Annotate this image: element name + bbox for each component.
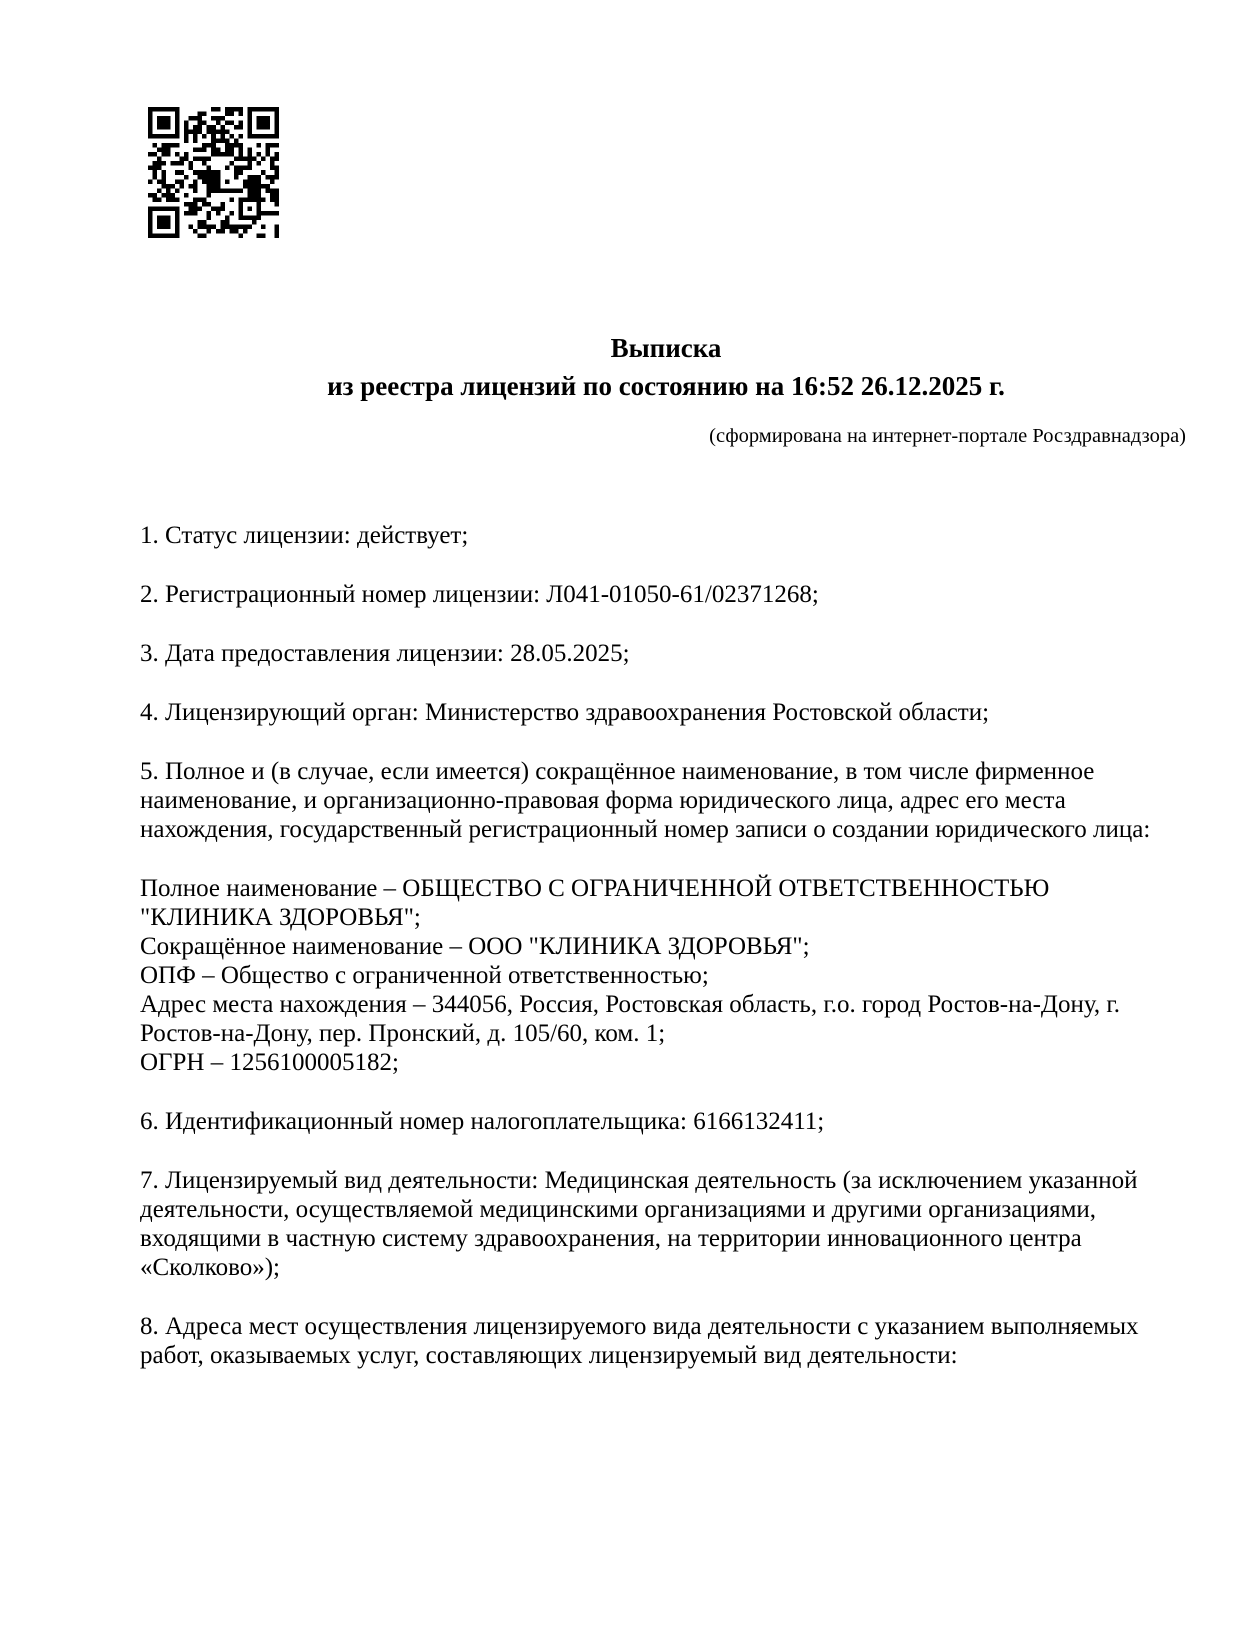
paragraph-license-date — [140, 639, 1210, 668]
text-line-full-name: Полное наименование – ОБЩЕСТВО С ОГРАНИЧЕННОЙ ОТВЕТСТВЕННОСТЬЮ — [140, 875, 1050, 902]
text-line: 4. Лицензирующий орган: Министерство здравоохранения Ростовской области; — [140, 699, 990, 726]
document-title — [140, 329, 1192, 405]
paragraph-registration-number — [140, 580, 1210, 609]
paragraph-inn — [140, 1107, 1210, 1136]
text-line: 1. Статус лицензии: действует; — [140, 522, 469, 549]
paragraph-organization-details — [140, 874, 1210, 1077]
text-line: 5. Полное и (в случае, если имеется) сокращённое наименование, в том числе фирменное — [140, 758, 1095, 785]
paragraph-license-status — [140, 521, 1210, 550]
text-line: наименование, и организационно-правовая форма юридического лица, адрес его места — [140, 787, 1066, 814]
text-line: 8. Адреса мест осуществления лицензируемого вида деятельности с указанием выполняемых — [140, 1313, 1139, 1340]
qr-code — [148, 107, 279, 238]
paragraph-activity-type — [140, 1166, 1210, 1282]
paragraph-licensing-authority — [140, 698, 1210, 727]
title-line-2: из реестра лицензий по состоянию на 16:52 26.12.2025 г. — [327, 371, 1005, 401]
text-line-ogrn: ОГРН – 1256100005182; — [140, 1049, 399, 1076]
text-line-short-name: Сокращённое наименование – ООО "КЛИНИКА ЗДОРОВЬЯ"; — [140, 933, 810, 960]
text-line: 2. Регистрационный номер лицензии: Л041-01050-61/02371268; — [140, 581, 819, 608]
paragraph-name-intro — [140, 757, 1210, 844]
text-line: работ, оказываемых услуг, составляющих лицензируемый вид деятельности: — [140, 1342, 958, 1369]
text-line: входящими в частную систему здравоохранения, на территории инновационного центра — [140, 1225, 1082, 1252]
text-line-full-name-2: "КЛИНИКА ЗДОРОВЬЯ"; — [140, 904, 421, 931]
text-line-opf: ОПФ – Общество с ограниченной ответственностью; — [140, 962, 709, 989]
text-line: нахождения, государственный регистрационный номер записи о создании юридического лица: — [140, 816, 1151, 843]
title-line-1: Выписка — [610, 333, 722, 363]
text-line: деятельности, осуществляемой медицинскими организациями и другими организациями, — [140, 1196, 1097, 1223]
paragraph-activity-addresses — [140, 1312, 1210, 1370]
text-line: «Сколково»); — [140, 1254, 280, 1281]
text-line-address: Адрес места нахождения – 344056, Россия, Ростовская область, г.о. город Ростов-на-Дону, г. — [140, 991, 1121, 1018]
document-body — [140, 521, 1210, 1400]
text-line-address-2: Ростов-на-Дону, пер. Пронский, д. 105/60, ком. 1; — [140, 1020, 666, 1047]
text-line: 6. Идентификационный номер налогоплательщика: 6166132411; — [140, 1108, 825, 1135]
text-line: 3. Дата предоставления лицензии: 28.05.2025; — [140, 640, 630, 667]
document-subtitle: (сформирована на интернет-портале Росздравнадзора) — [709, 425, 1186, 447]
text-line: 7. Лицензируемый вид деятельности: Медицинская деятельность (за исключением указанной — [140, 1167, 1138, 1194]
